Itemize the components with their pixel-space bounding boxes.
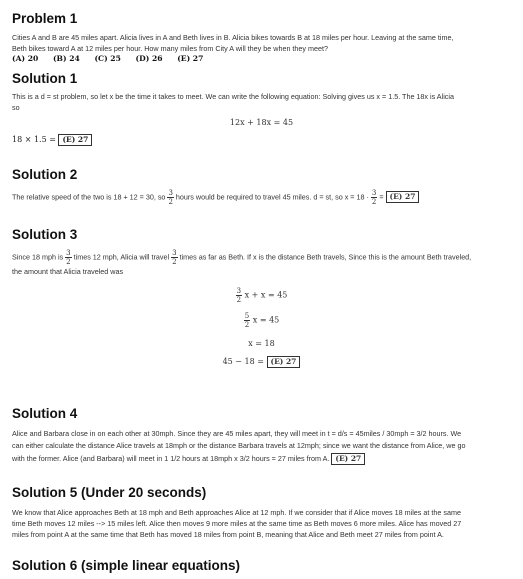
solution3-eq3: x = 18 [248, 339, 275, 348]
solution1-section [12, 70, 511, 146]
solution3-text [12, 249, 511, 266]
solution5-text-line2: time Beth moves 12 miles --> 15 miles left. Alice then moves 9 more miles at the same time as Beth moves 6 more miles. Alice has moved 27 [12, 519, 462, 528]
solution3-text-line2: the amount that Alicia traveled was [12, 267, 124, 276]
solution2-section [12, 166, 511, 206]
solution4-text-line2: can either calculate the distance Alice travels at 18mph or the distance Barbara travels at 12mph; since we want the distance from Alice, we go [12, 441, 466, 450]
solution6-title: Solution 6 (simple linear equations) [12, 558, 241, 573]
problem-text-line1: Cities A and B are 45 miles apart. Alicia lives in A and Beth lives in B. Alicia bikes towards B at 18 miles per hour. Leaving at the same time, [12, 33, 454, 42]
solution5-title: Solution 5 (Under 20 seconds) [12, 485, 207, 500]
solution2-text-b: hours would be required to travel 45 miles. d = st, so x = 18 · [175, 192, 369, 202]
choice-d: (D) 26 [135, 54, 163, 63]
fraction-three-halves-4: $\frac{3}{2}$ [172, 249, 177, 266]
solution3-answer-box: (E) 27 [267, 356, 301, 368]
choice-b: (B) 24 [52, 54, 80, 63]
fraction-three-halves-3: $\frac{3}{2}$ [66, 249, 71, 266]
solution4-title: Solution 4 [12, 406, 78, 421]
solution3-section [12, 226, 511, 368]
solution3-eq2: $\frac{5}{2}$ x = 45 [244, 312, 280, 329]
solution3-eq4: 45 − 18 = (E) 27 [12, 356, 511, 368]
choice-e: (E) 27 [177, 54, 204, 63]
solution2-answer-box: (E) 27 [386, 191, 420, 203]
solution1-result-prefix: 18 × 1.5 = [12, 135, 56, 144]
problem-title: Problem 1 [12, 11, 78, 26]
solution2-title: Solution 2 [12, 167, 78, 182]
solution1-answer-box: (E) 27 [58, 134, 92, 146]
fraction-three-halves: $\frac{3}{2}$ [168, 189, 173, 206]
solution3-text-b: times 12 mph, Alicia will travel [73, 252, 170, 262]
solution4-text-line3-row [12, 453, 511, 465]
solution4-text-line3: with the former. Alice (and Barbara) will meet in 1 1/2 hours at 18mph x 3/2 hours = 27 miles from A. [12, 454, 330, 463]
answer-choices [12, 54, 511, 63]
solution4-text-line1: Alice and Barbara close in on each other at 30mph. Since they are 45 miles apart, they will meet in t = d/s = 45miles / 30mph = 3/2 hours. We [12, 429, 462, 438]
solution1-title: Solution 1 [12, 71, 78, 86]
solution5-text-line3: miles from point A at the same time that Beth has moved 18 miles from point B, meaning that Alice and Beth meet 27 miles from point A. [12, 530, 444, 539]
solution4-section [12, 405, 511, 465]
solution1-equation: 12x + 18x = 45 [229, 118, 294, 127]
solution4-answer-box: (E) 27 [331, 453, 365, 465]
solution2-text [12, 189, 511, 206]
choice-c: (C) 25 [94, 54, 121, 63]
solution2-text-c: = [379, 192, 384, 202]
solution5-text-line1: We know that Alice approaches Beth at 18 mph and Beth approaches Alice at 12 mph. If we consider that if Alice moves 18 miles at the same [12, 508, 461, 517]
solution3-text-a: Since 18 mph is [12, 252, 64, 262]
solution6-section [12, 557, 511, 574]
solution1-result [12, 134, 511, 146]
solution3-title: Solution 3 [12, 227, 78, 242]
fraction-three-halves-2: $\frac{3}{2}$ [371, 189, 377, 206]
solution1-text-line1: This is a d = st problem, so let x be the time it takes to meet. We can write the following equation: Solving gives us x = 1.5. The 18x is Alicia [12, 92, 454, 101]
problem-text-line2: Beth bikes toward A at 12 miles per hour. How many miles from City A will they be when they meet? [12, 44, 328, 53]
choice-a: (A) 20 [12, 54, 39, 63]
problem-section [12, 10, 511, 63]
solution3-eq1: $\frac{3}{2}$ x + x = 45 [236, 287, 288, 304]
solution5-section [12, 484, 511, 540]
solution1-text-line2: so [12, 103, 20, 112]
solution2-text-a: The relative speed of the two is 18 + 12 = 30, so [12, 192, 166, 202]
solution3-text-c: times as far as Beth. If x is the distance Beth travels, Since this is the amount Beth traveled, [179, 252, 472, 262]
